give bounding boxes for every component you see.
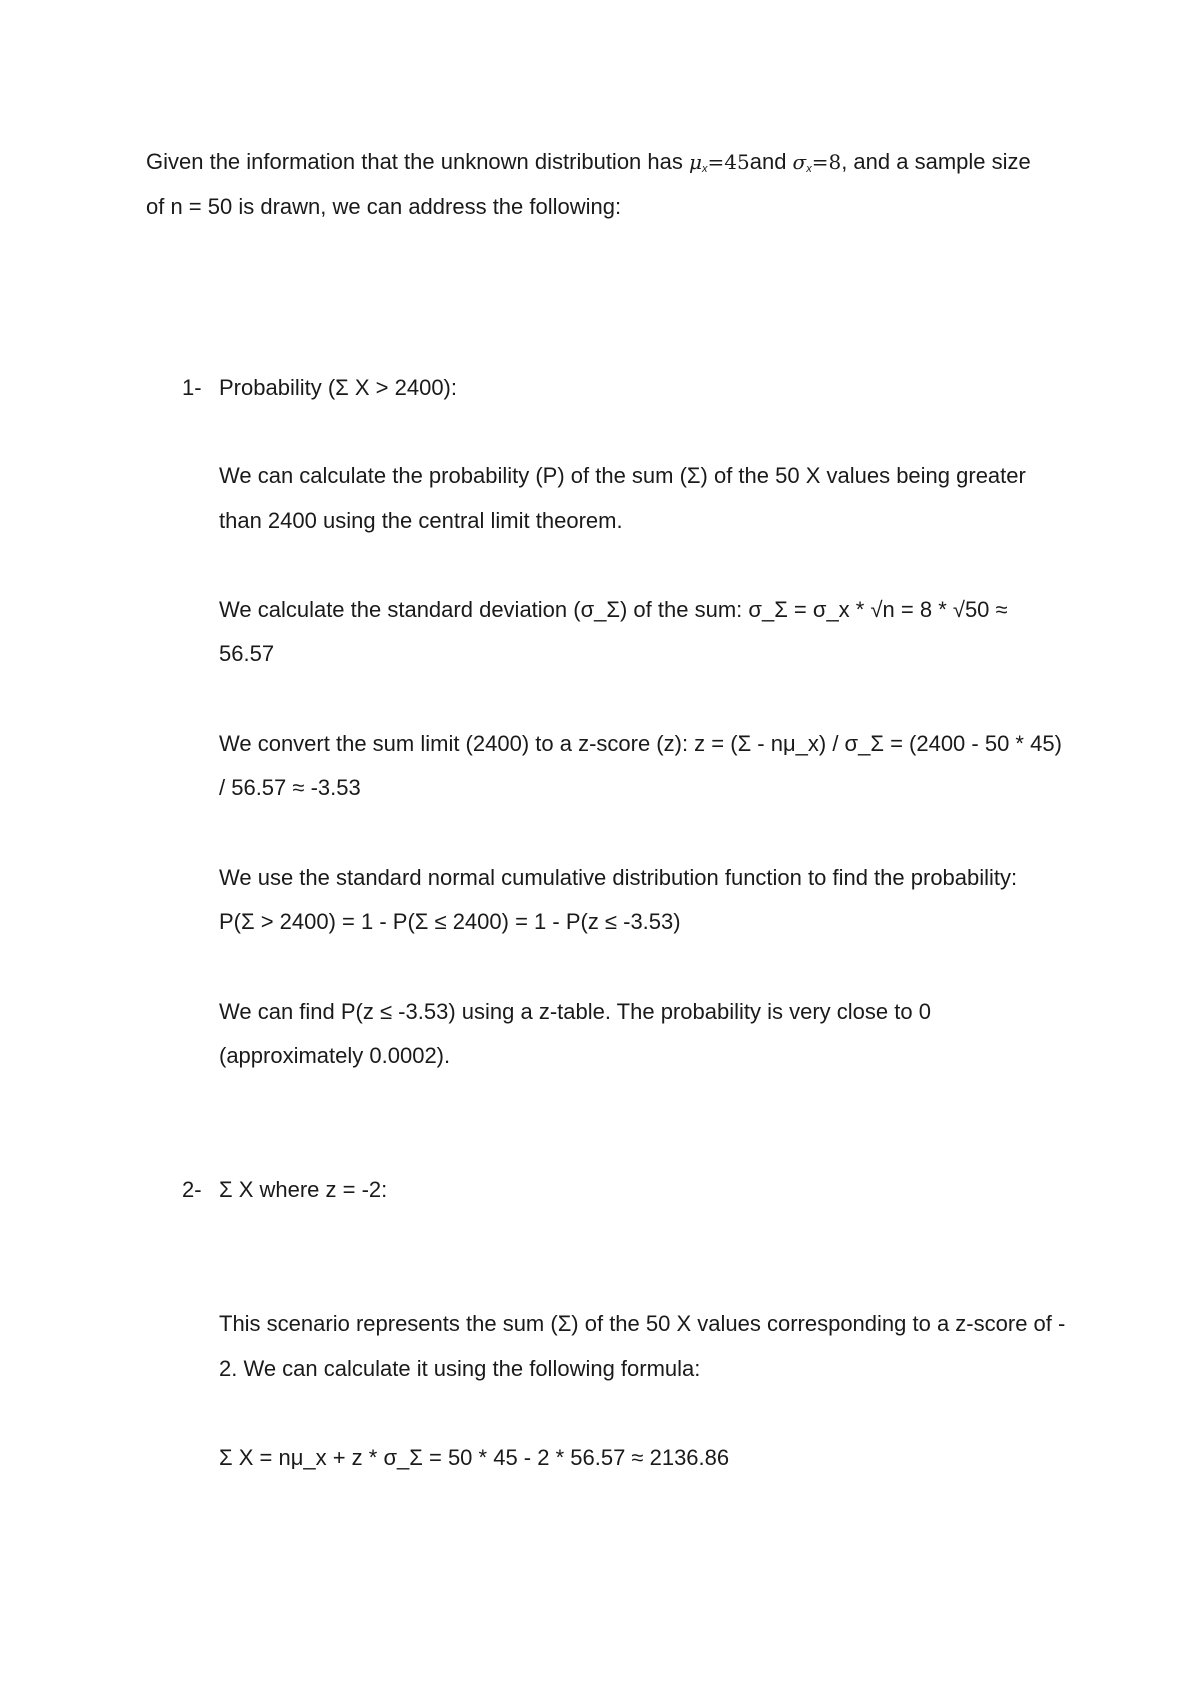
section-1-paragraph-1-line-2: than 2400 using the central limit theorem. xyxy=(219,508,623,533)
intro-line-1 xyxy=(146,148,1031,183)
section-1-paragraph-5-line-1: We can find P(z ≤ -3.53) using a z-table. The probability is very close to 0 xyxy=(219,999,931,1024)
sigma-value: =8 xyxy=(811,150,842,174)
section-2-number: 2- xyxy=(182,1177,202,1202)
section-2-heading: Σ X where z = -2: xyxy=(219,1177,388,1202)
mu-subscript: x xyxy=(702,163,708,175)
section-1-number: 1- xyxy=(182,375,202,400)
and-text: and xyxy=(749,149,793,174)
section-1-paragraph-2-line-1: We calculate the standard deviation (σ_Σ) of the sum: σ_Σ = σ_x * √n = 8 * √50 ≈ xyxy=(219,597,1008,622)
sigma-symbol: σ xyxy=(792,150,807,174)
section-1-paragraph-3-line-1: We convert the sum limit (2400) to a z-score (z): z = (Σ - nμ_x) / σ_Σ = (2400 - 50 * 45) xyxy=(219,731,1062,756)
mu-value: =45 xyxy=(707,150,750,174)
intro-text-start: Given the information that the unknown distribution has xyxy=(146,149,689,174)
section-1-paragraph-4-line-1: We use the standard normal cumulative distribution function to find the probability: xyxy=(219,865,1018,890)
section-2-paragraph-1-line-2: 2. We can calculate it using the following formula: xyxy=(219,1356,701,1381)
section-1-paragraph-3-line-2: / 56.57 ≈ -3.53 xyxy=(219,775,361,800)
section-1-paragraph-2-line-2: 56.57 xyxy=(219,641,275,666)
section-1-heading: Probability (Σ X > 2400): xyxy=(219,375,457,400)
section-2-formula: Σ X = nμ_x + z * σ_Σ = 50 * 45 - 2 * 56.57 ≈ 2136.86 xyxy=(219,1445,730,1470)
sigma-subscript: x xyxy=(806,163,812,175)
mu-symbol: μ xyxy=(689,150,702,174)
section-1-paragraph-1-line-1: We can calculate the probability (P) of the sum (Σ) of the 50 X values being greater xyxy=(219,463,1026,488)
intro-line-2: of n = 50 is drawn, we can address the following: xyxy=(146,194,622,219)
section-1-paragraph-4-line-2: P(Σ > 2400) = 1 - P(Σ ≤ 2400) = 1 - P(z ≤ -3.53) xyxy=(219,909,681,934)
intro-text-end: , and a sample size xyxy=(841,149,1031,174)
section-2-paragraph-1-line-1: This scenario represents the sum (Σ) of the 50 X values corresponding to a z-score of - xyxy=(219,1311,1066,1336)
section-1-paragraph-5-line-2: (approximately 0.0002). xyxy=(219,1043,451,1068)
